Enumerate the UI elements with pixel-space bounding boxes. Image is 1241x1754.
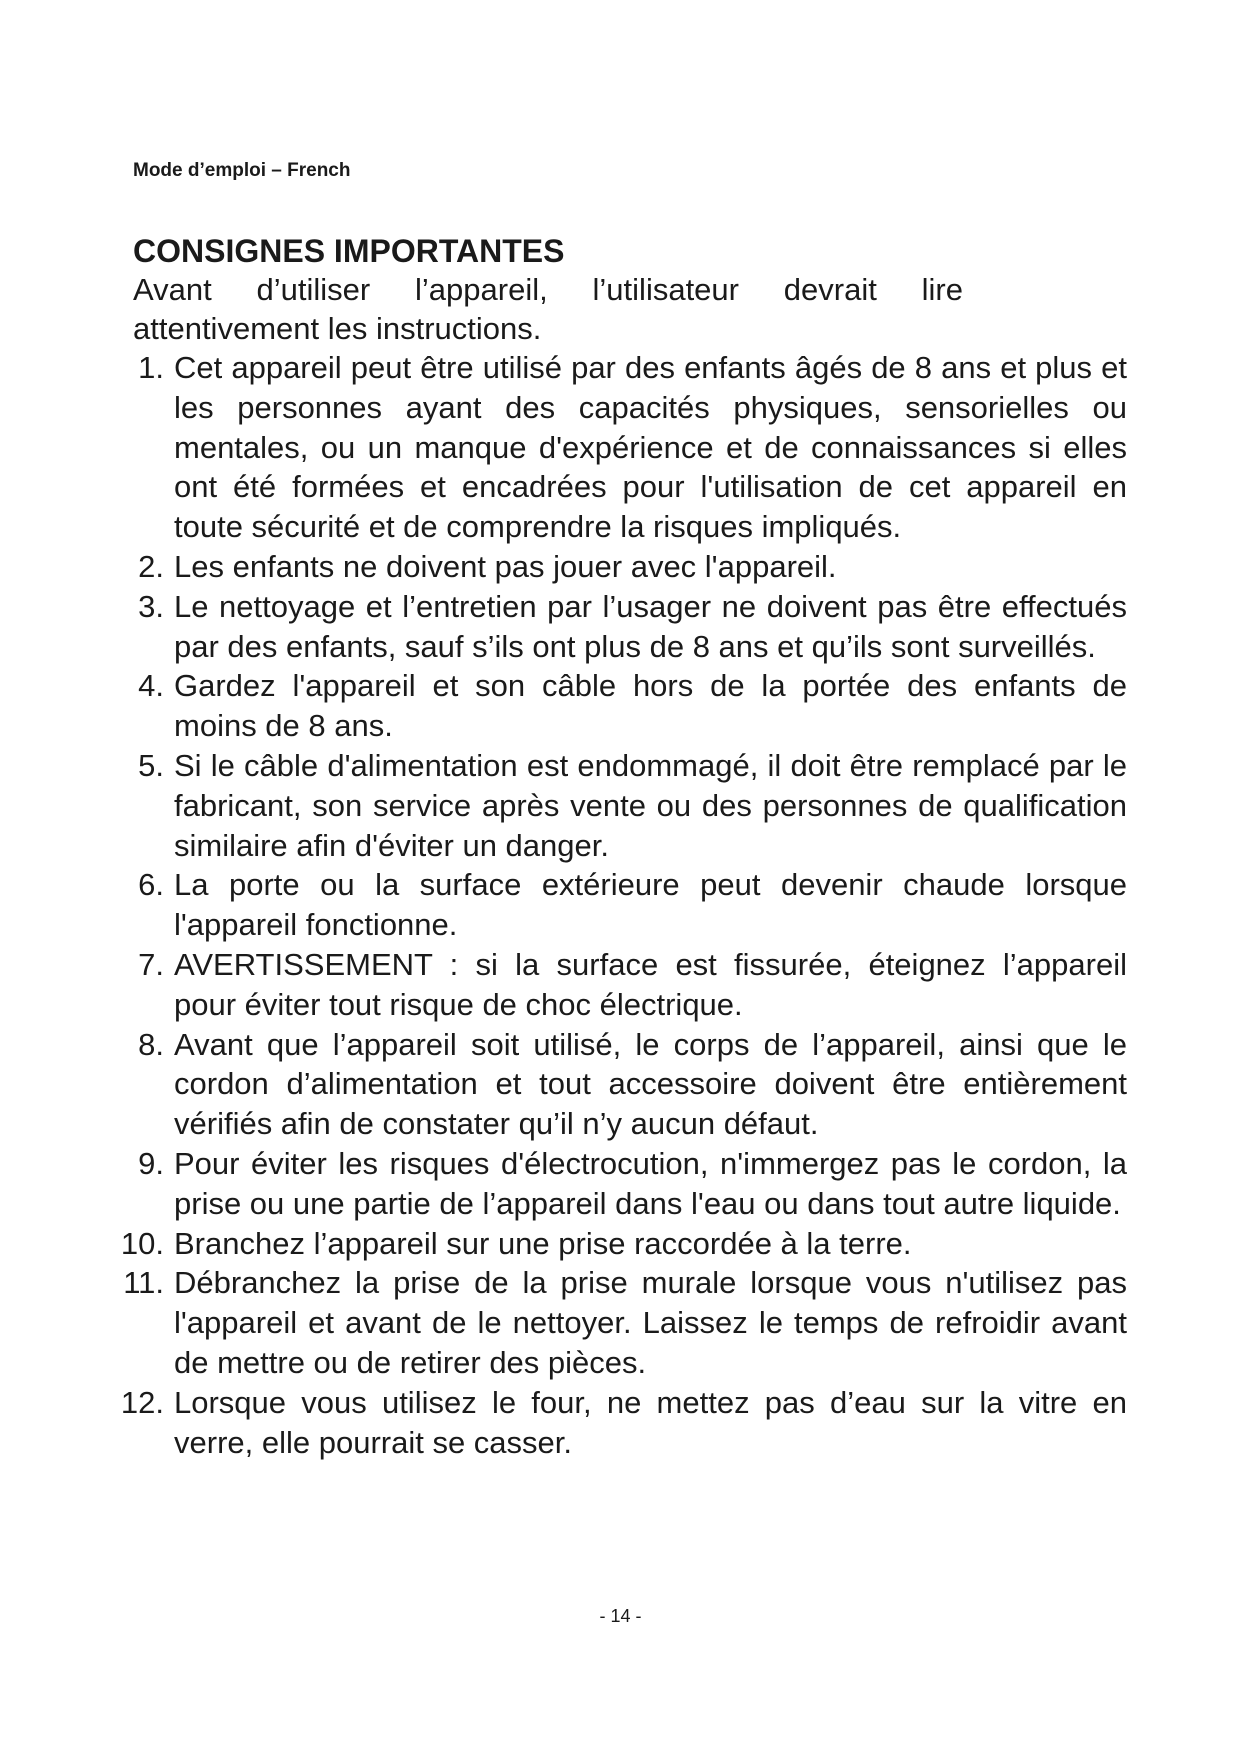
list-item [133,666,1127,746]
list-item [120,1383,1127,1463]
page-number: - 14 - [599,1606,642,1626]
list-item-number: 10. [120,1225,164,1261]
list-item [133,1025,1127,1144]
list-item-number: 8. [138,1026,164,1062]
list-item-text: Débranchez la prise de la prise murale lorsque vous n'utilisez pas l'appareil et avant de le nettoyer. Laissez le temps de refroidir avant de mettre ou de retirer des pièces. [174,1265,1127,1380]
list-item-text: AVERTISSEMENT : si la surface est fissurée, éteignez l’appareil pour éviter tout risque de choc électrique. [174,946,1127,1022]
document-header-label: Mode d’emploi – French [133,160,351,181]
list-item [120,1224,1127,1264]
list-item-number: 5. [138,747,164,783]
list-item [133,1144,1127,1224]
list-item-text: Gardez l'appareil et son câble hors de la portée des enfants de moins de 8 ans. [174,668,1127,744]
list-item-text: Les enfants ne doivent pas jouer avec l'appareil. [174,548,837,584]
list-item-text: La porte ou la surface extérieure peut devenir chaude lorsque l'appareil fonctionne. [174,867,1127,943]
list-item [133,348,1127,547]
list-item [133,547,1127,587]
list-item-number: 1. [138,350,164,385]
list-item-number: 4. [138,668,164,704]
list-item-text: Pour éviter les risques d'électrocution, n'immergez pas le cordon, la prise ou une partie de l’appareil dans l'eau ou dans tout autre liquide. [174,1145,1127,1221]
list-item-number: 7. [138,946,164,982]
list-item [133,945,1127,1025]
list-item [133,865,1127,945]
safety-instructions-list [120,348,1127,1462]
list-item [133,587,1127,667]
list-item-number: 12. [120,1384,164,1420]
intro-paragraph: Avant d’utiliser l’appareil, l’utilisateur devrait lire attentivement les instructions. [133,272,963,346]
list-item [133,746,1127,865]
list-item-text: Le nettoyage et l’entretien par l’usager ne doivent pas être effectués par des enfants, sauf s’ils ont plus de 8 ans et qu’ils sont surveillés. [174,588,1127,664]
instructions-section [120,232,1127,1462]
list-item-number: 9. [138,1145,164,1181]
list-item-text: Lorsque vous utilisez le four, ne mettez pas d’eau sur la vitre en verre, elle pourrait se casser. [174,1384,1127,1460]
list-item-text: Si le câble d'alimentation est endommagé, il doit être remplacé par le fabricant, son service après vente ou des personnes de qualification similaire afin d'éviter un danger. [174,747,1127,863]
list-item-number: 11. [123,1265,164,1301]
list-item-text: Cet appareil peut être utilisé par des enfants âgés de 8 ans et plus et les personnes ayant des capacités physiques, sensorielles ou mentales, ou un manque d'expérience et de connaissances si elles ont été formées et encadrées pour l'utilisation de cet appareil en toute sécurité et de comprendre la risques impliqués. [174,350,1127,545]
list-item-number: 6. [138,867,164,903]
list-item-text: Avant que l’appareil soit utilisé, le corps de l’appareil, ainsi que le cordon d’alimentation et tout accessoire doivent être entièrement vérifiés afin de constater qu’il n’y aucun défaut. [174,1026,1127,1142]
list-item-number: 2. [138,548,164,584]
list-item [123,1263,1127,1382]
list-item-number: 3. [138,588,164,624]
section-title: CONSIGNES IMPORTANTES [133,233,565,269]
list-item-text: Branchez l’appareil sur une prise raccordée à la terre. [174,1225,912,1261]
